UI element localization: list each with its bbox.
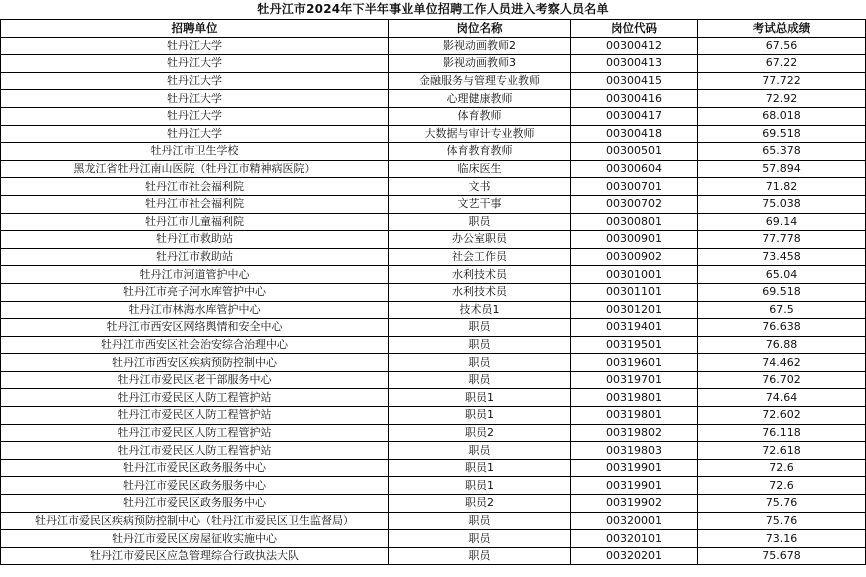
table-row <box>1 424 866 442</box>
cell-code: 00319802 <box>571 424 698 442</box>
cell-score: 75.038 <box>698 195 866 213</box>
cell-position: 职员2 <box>389 424 571 442</box>
cell-position: 技术员1 <box>389 301 571 319</box>
cell-code: 00320201 <box>571 547 698 565</box>
table-row <box>1 178 866 196</box>
table-row <box>1 72 866 90</box>
table-row <box>1 55 866 73</box>
cell-position: 职员 <box>389 354 571 372</box>
cell-code: 00300901 <box>571 231 698 249</box>
table-body <box>1 37 866 565</box>
cell-unit: 牡丹江大学 <box>1 37 389 55</box>
cell-unit: 牡丹江大学 <box>1 125 389 143</box>
cell-code: 00319902 <box>571 495 698 513</box>
cell-score: 65.04 <box>698 266 866 284</box>
cell-position: 临床医生 <box>389 160 571 178</box>
cell-position: 水利技术员 <box>389 266 571 284</box>
cell-code: 00301201 <box>571 301 698 319</box>
cell-score: 72.602 <box>698 407 866 425</box>
table-row <box>1 160 866 178</box>
table-row <box>1 125 866 143</box>
cell-unit: 牡丹江市儿童福利院 <box>1 213 389 231</box>
cell-unit: 牡丹江市救助站 <box>1 231 389 249</box>
cell-unit: 牡丹江市亮子河水库管护中心 <box>1 283 389 301</box>
cell-position: 职员 <box>389 336 571 354</box>
cell-unit: 牡丹江市西安区疾病预防控制中心 <box>1 354 389 372</box>
header-row <box>1 20 866 38</box>
cell-code: 00300701 <box>571 178 698 196</box>
cell-score: 65.378 <box>698 143 866 161</box>
cell-unit: 牡丹江市爱民区人防工程管护站 <box>1 407 389 425</box>
cell-code: 00300416 <box>571 90 698 108</box>
cell-position: 职员1 <box>389 407 571 425</box>
cell-position: 体育教育教师 <box>389 143 571 161</box>
cell-unit: 牡丹江市林海水库管护中心 <box>1 301 389 319</box>
table-row <box>1 301 866 319</box>
cell-score: 72.6 <box>698 459 866 477</box>
cell-unit: 牡丹江市爱民区房屋征收实施中心 <box>1 530 389 548</box>
table-row <box>1 319 866 337</box>
cell-position: 文艺干事 <box>389 195 571 213</box>
cell-code: 00319801 <box>571 389 698 407</box>
cell-unit: 牡丹江市爱民区政务服务中心 <box>1 459 389 477</box>
cell-score: 69.518 <box>698 283 866 301</box>
cell-score: 67.56 <box>698 37 866 55</box>
cell-score: 68.018 <box>698 107 866 125</box>
candidate-table <box>0 19 866 565</box>
cell-code: 00319901 <box>571 459 698 477</box>
cell-position: 影视动画教师2 <box>389 37 571 55</box>
cell-code: 00300604 <box>571 160 698 178</box>
cell-score: 72.6 <box>698 477 866 495</box>
cell-position: 大数据与审计专业教师 <box>389 125 571 143</box>
cell-code: 00319901 <box>571 477 698 495</box>
cell-score: 69.14 <box>698 213 866 231</box>
table-row <box>1 90 866 108</box>
cell-score: 71.82 <box>698 178 866 196</box>
cell-position: 水利技术员 <box>389 283 571 301</box>
table-row <box>1 459 866 477</box>
table-row <box>1 231 866 249</box>
table-row <box>1 477 866 495</box>
cell-unit: 牡丹江市爱民区人防工程管护站 <box>1 389 389 407</box>
cell-unit: 牡丹江市爱民区政务服务中心 <box>1 477 389 495</box>
cell-unit: 牡丹江市爱民区人防工程管护站 <box>1 424 389 442</box>
table-row <box>1 354 866 372</box>
cell-position: 社会工作员 <box>389 248 571 266</box>
cell-code: 00319803 <box>571 442 698 460</box>
cell-code: 00300418 <box>571 125 698 143</box>
table-row <box>1 37 866 55</box>
cell-score: 74.462 <box>698 354 866 372</box>
table-row <box>1 547 866 565</box>
cell-position: 职员 <box>389 547 571 565</box>
cell-unit: 牡丹江大学 <box>1 72 389 90</box>
cell-position: 体育教师 <box>389 107 571 125</box>
cell-score: 75.76 <box>698 512 866 530</box>
table-row <box>1 371 866 389</box>
cell-unit: 牡丹江市爱民区老干部服务中心 <box>1 371 389 389</box>
cell-code: 00300702 <box>571 195 698 213</box>
cell-code: 00319401 <box>571 319 698 337</box>
cell-code: 00300902 <box>571 248 698 266</box>
column-header-unit: 招聘单位 <box>1 20 389 38</box>
table-row <box>1 336 866 354</box>
cell-score: 76.88 <box>698 336 866 354</box>
cell-position: 职员 <box>389 319 571 337</box>
cell-code: 00320001 <box>571 512 698 530</box>
cell-position: 职员1 <box>389 459 571 477</box>
cell-score: 67.5 <box>698 301 866 319</box>
cell-code: 00301101 <box>571 283 698 301</box>
cell-score: 75.678 <box>698 547 866 565</box>
cell-score: 77.778 <box>698 231 866 249</box>
cell-score: 72.618 <box>698 442 866 460</box>
cell-score: 69.518 <box>698 125 866 143</box>
cell-score: 75.76 <box>698 495 866 513</box>
cell-unit: 牡丹江市爱民区应急管理综合行政执法大队 <box>1 547 389 565</box>
cell-code: 00300415 <box>571 72 698 90</box>
cell-code: 00319701 <box>571 371 698 389</box>
cell-score: 74.64 <box>698 389 866 407</box>
cell-code: 00301001 <box>571 266 698 284</box>
cell-score: 73.458 <box>698 248 866 266</box>
cell-score: 73.16 <box>698 530 866 548</box>
cell-position: 办公室职员 <box>389 231 571 249</box>
cell-score: 76.702 <box>698 371 866 389</box>
cell-unit: 牡丹江市西安区社会治安综合治理中心 <box>1 336 389 354</box>
cell-score: 76.118 <box>698 424 866 442</box>
cell-unit: 牡丹江市卫生学校 <box>1 143 389 161</box>
cell-code: 00319501 <box>571 336 698 354</box>
cell-position: 职员1 <box>389 477 571 495</box>
table-row <box>1 143 866 161</box>
cell-unit: 牡丹江市河道管护中心 <box>1 266 389 284</box>
cell-unit: 牡丹江市社会福利院 <box>1 178 389 196</box>
table-row <box>1 530 866 548</box>
table-row <box>1 107 866 125</box>
cell-code: 00319801 <box>571 407 698 425</box>
page-title: 牡丹江市2024年下半年事业单位招聘工作人员进入考察人员名单 <box>257 2 609 16</box>
column-header-code: 岗位代码 <box>571 20 698 38</box>
column-header-score: 考试总成绩 <box>698 20 866 38</box>
cell-unit: 牡丹江大学 <box>1 107 389 125</box>
cell-score: 57.894 <box>698 160 866 178</box>
cell-unit: 牡丹江市社会福利院 <box>1 195 389 213</box>
cell-position: 职员 <box>389 213 571 231</box>
table-row <box>1 283 866 301</box>
table-row <box>1 248 866 266</box>
cell-score: 67.22 <box>698 55 866 73</box>
cell-unit: 黑龙江省牡丹江南山医院（牡丹江市精神病医院） <box>1 160 389 178</box>
cell-code: 00300413 <box>571 55 698 73</box>
table-row <box>1 266 866 284</box>
cell-position: 职员2 <box>389 495 571 513</box>
cell-position: 影视动画教师3 <box>389 55 571 73</box>
cell-unit: 牡丹江大学 <box>1 55 389 73</box>
cell-unit: 牡丹江市西安区网络舆情和安全中心 <box>1 319 389 337</box>
cell-position: 职员 <box>389 512 571 530</box>
cell-code: 00300417 <box>571 107 698 125</box>
cell-unit: 牡丹江市爱民区人防工程管护站 <box>1 442 389 460</box>
cell-unit: 牡丹江市爱民区政务服务中心 <box>1 495 389 513</box>
table-row <box>1 512 866 530</box>
cell-code: 00300412 <box>571 37 698 55</box>
cell-position: 文书 <box>389 178 571 196</box>
table-row <box>1 407 866 425</box>
table-row <box>1 389 866 407</box>
cell-code: 00300501 <box>571 143 698 161</box>
column-header-position: 岗位名称 <box>389 20 571 38</box>
table-row <box>1 495 866 513</box>
cell-code: 00320101 <box>571 530 698 548</box>
cell-position: 职员1 <box>389 389 571 407</box>
cell-unit: 牡丹江市爱民区疾病预防控制中心（牡丹江市爱民区卫生监督局） <box>1 512 389 530</box>
cell-unit: 牡丹江大学 <box>1 90 389 108</box>
cell-score: 77.722 <box>698 72 866 90</box>
cell-position: 心理健康教师 <box>389 90 571 108</box>
cell-code: 00300801 <box>571 213 698 231</box>
cell-position: 职员 <box>389 530 571 548</box>
cell-code: 00319601 <box>571 354 698 372</box>
cell-unit: 牡丹江市救助站 <box>1 248 389 266</box>
table-row <box>1 195 866 213</box>
table-row <box>1 213 866 231</box>
cell-position: 职员 <box>389 371 571 389</box>
cell-score: 76.638 <box>698 319 866 337</box>
cell-position: 金融服务与管理专业教师 <box>389 72 571 90</box>
table-row <box>1 442 866 460</box>
cell-score: 72.92 <box>698 90 866 108</box>
cell-position: 职员 <box>389 442 571 460</box>
